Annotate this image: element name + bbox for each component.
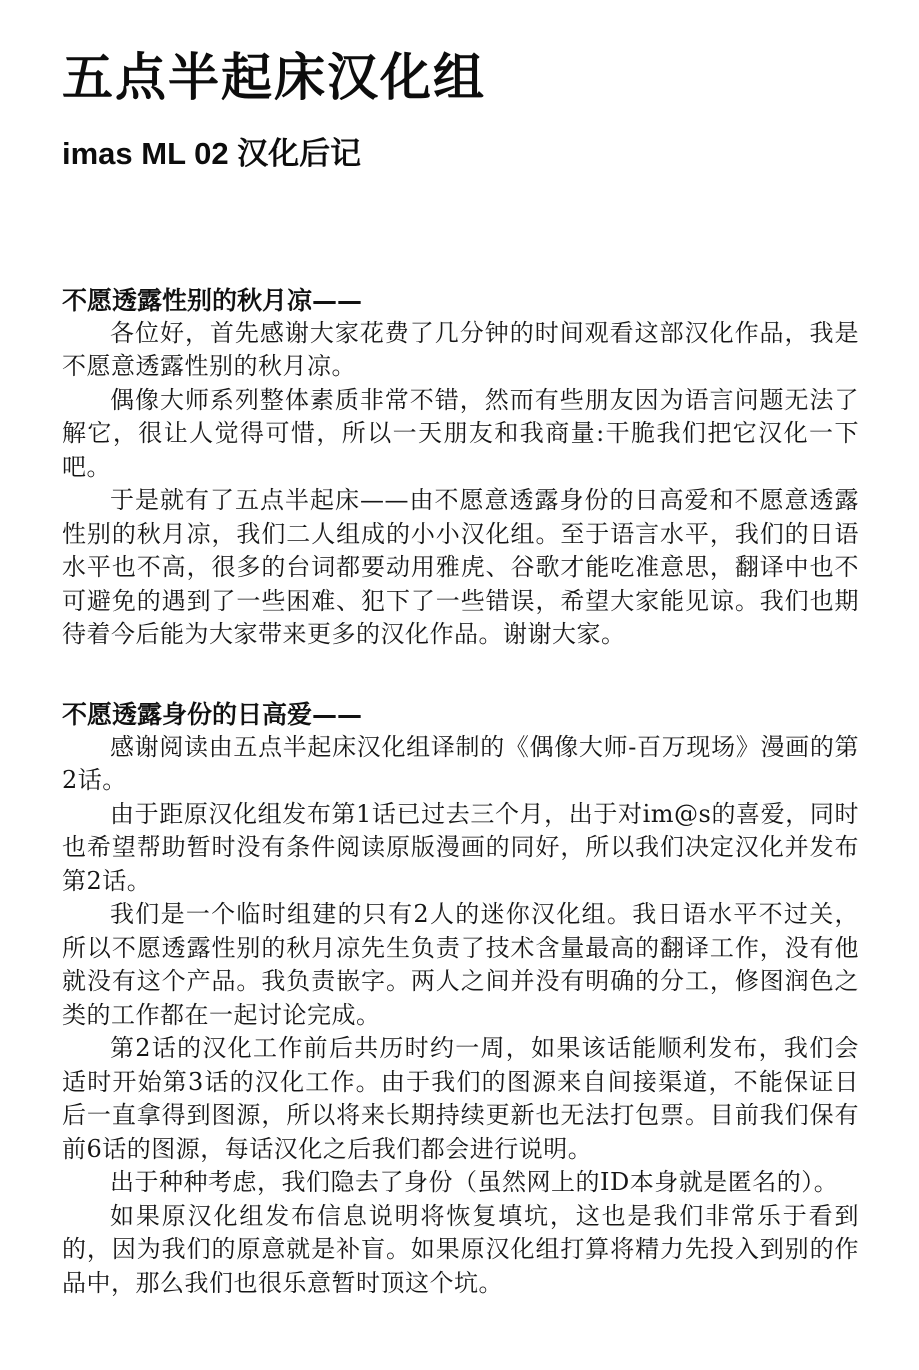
section-heading: 不愿透露身份的日高爱—— [62,699,363,729]
paragraph: 出于种种考虑，我们隐去了身份（虽然网上的ID本身就是匿名的）。 [110,1168,839,1197]
paragraph: 如果原汉化组发布信息说明将恢复填坑，这也是我们非常乐于看到的，因为我们的原意就是补盲。如果原汉化组打算将精力先投入到别的作品中，那么我们也很乐意暂时顶这个坑。 [62,1201,859,1297]
document-body [62,284,859,1301]
paragraph: 我们是一个临时组建的只有2人的迷你汉化组。我日语水平不过关，所以不愿透露性别的秋月凉先生负责了技术含量最高的翻译工作，没有他就没有这个产品。我负责嵌字。两人之间并没有明确的分工，修图润色之类的工作都在一起讨论完成。 [62,900,859,1029]
paragraph: 各位好，首先感谢大家花费了几分钟的时间观看这部汉化作品，我是不愿意透露性别的秋月凉。 [62,318,859,381]
section-akizuki-ryo [62,284,859,652]
paragraph: 偶像大师系列整体素质非常不错，然而有些朋友因为语言问题无法了解它，很让人觉得可惜，所以一天朋友和我商量:干脆我们把它汉化一下吧。 [62,385,859,481]
paragraph: 感谢阅读由五点半起床汉化组译制的《偶像大师-百万现场》漫画的第2话。 [62,732,859,795]
page-subtitle: imas ML 02 汉化后记 [62,136,362,172]
paragraph: 由于距原汉化组发布第1话已过去三个月，出于对im@s的喜爱，同时也希望帮助暂时没有条件阅读原版漫画的同好，所以我们决定汉化并发布第2话。 [62,799,859,895]
paragraph: 于是就有了五点半起床——由不愿意透露身份的日高爱和不愿意透露性别的秋月凉，我们二人组成的小小汉化组。至于语言水平，我们的日语水平也不高，很多的台词都要动用雅虎、谷歌才能吃准意思，翻译中也不可避免的遇到了一些困难、犯下了一些错误，希望大家能见谅。我们也期待着今后能为大家带来更多的汉化作品。谢谢大家。 [62,486,859,649]
paragraph: 第2话的汉化工作前后共历时约一周，如果该话能顺利发布，我们会适时开始第3话的汉化工作。由于我们的图源来自间接渠道，不能保证日后一直拿得到图源，所以将来长期持续更新也无法打包票。目前我们保有前6话的图源，每话汉化之后我们都会进行说明。 [62,1034,859,1163]
section-heading: 不愿透露性别的秋月凉—— [62,285,363,315]
section-hidaka-ai [62,698,859,1301]
page-title: 五点半起床汉化组 [62,49,487,106]
